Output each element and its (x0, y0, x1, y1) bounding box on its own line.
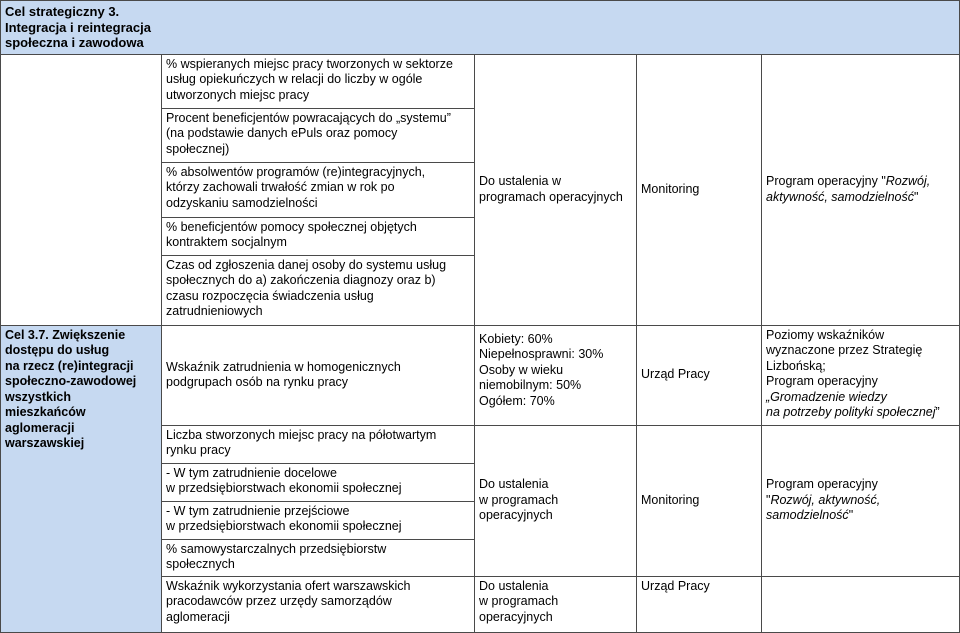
goal-cell-empty (1, 54, 162, 325)
goal-line: wszystkich (5, 389, 72, 404)
program-line: Lizbońską; (766, 358, 826, 373)
target-line: Kobiety: 60% (479, 331, 553, 346)
source-line: Monitoring (641, 492, 700, 507)
indicator-line: (na podstawie danych ePuls oraz pomocy (166, 126, 398, 140)
target-cell (475, 325, 637, 425)
indicator-line: społecznych do a) zakończenia diagnozy oraz b) (166, 273, 436, 287)
target-line: Ogółem: 70% (479, 393, 555, 408)
program-line: samodzielność" (766, 508, 854, 523)
indicator-line: % absolwentów programów (re)integracyjnych, (166, 164, 426, 179)
source-line: Monitoring (641, 181, 700, 196)
indicator-line: % samowystarczalnych przedsiębiorstw (166, 541, 387, 556)
indicator-line: utworzonych miejsc pracy (166, 87, 310, 102)
header-row (1, 1, 960, 55)
program-line: na potrzeby polityki społecznej” (766, 405, 940, 419)
indicator-line: Procent beneficjentów powracających do „systemu” (166, 110, 451, 125)
source-line: Urząd Pracy (641, 367, 710, 382)
goal-line: na rzecz (re)integracji (5, 358, 134, 373)
indicator-line: % wspieranych miejsc pracy tworzonych w sektorze (166, 56, 453, 71)
program-line: „Gromadzenie wiedzy (766, 389, 887, 404)
goal-line: społeczno-zawodowej (5, 374, 137, 388)
target-line: operacyjnych (479, 609, 553, 624)
program-line: "Rozwój, aktywność, (766, 492, 881, 507)
program-line: Program operacyjny "Rozwój, (766, 174, 931, 188)
target-line: w programach (479, 492, 559, 507)
source-line: Urząd Pracy (641, 578, 710, 593)
indicator-cell (162, 425, 475, 463)
source-cell (637, 325, 762, 425)
source-cell (637, 54, 762, 325)
target-cell (475, 576, 637, 632)
goal-line: Cel 3.7. Zwiększenie (5, 327, 126, 342)
target-line: programach operacyjnych (479, 189, 623, 204)
indicator-line: % beneficjentów pomocy społecznej objętych (166, 219, 417, 234)
goal-line: warszawskiej (5, 436, 85, 450)
indicator-cell (162, 463, 475, 501)
strategic-goal-title: Cel strategiczny 3. Integracja i reintegracja społeczna i zawodowa (1, 1, 162, 55)
indicator-line: czasu rozpoczęcia świadczenia usług (166, 288, 374, 303)
indicator-cell (162, 217, 475, 255)
goal-line: mieszkańców (5, 405, 86, 419)
source-cell (637, 576, 762, 632)
indicator-line: - W tym zatrudnienie przejściowe (166, 503, 350, 518)
indicator-line: pracodawców przez urzędy samorządów (166, 594, 392, 608)
indicator-cell (162, 54, 475, 108)
goal-line: aglomeracji (5, 420, 75, 435)
target-line: Do ustalenia w (479, 174, 561, 188)
source-cell (637, 425, 762, 576)
program-line: Program operacyjny (766, 374, 878, 388)
target-cell (475, 54, 637, 325)
indicator-line: podgrupach osób na rynku pracy (166, 375, 349, 389)
target-line: niemobilnym: 50% (479, 378, 582, 392)
indicator-cell (162, 539, 475, 576)
indicator-line: w przedsiębiorstwach ekonomii społecznej (166, 519, 402, 533)
indicator-line: kontraktem socjalnym (166, 235, 287, 249)
indicator-line: społecznej) (166, 141, 230, 156)
indicator-line: społecznych (166, 557, 235, 571)
indicator-line: którzy zachowali trwałość zmian w rok po (166, 180, 395, 194)
goal-cell (1, 325, 162, 632)
target-line: Osoby w wieku (479, 362, 564, 377)
program-line: wyznaczone przez Strategię (766, 343, 923, 357)
indicator-line: w przedsiębiorstwach ekonomii społecznej (166, 481, 402, 495)
indicator-line: Wskaźnik zatrudnienia w homogenicznych (166, 359, 401, 374)
table-row (1, 54, 960, 108)
program-line: aktywność, samodzielność" (766, 189, 919, 204)
program-cell-empty (762, 576, 960, 632)
goal-line: dostępu do usług (5, 343, 110, 357)
program-line: Program operacyjny (766, 477, 878, 492)
target-line: operacyjnych (479, 508, 553, 523)
indicator-cell (162, 162, 475, 217)
program-line: Poziomy wskaźników (766, 327, 885, 342)
program-cell (762, 54, 960, 325)
indicator-cell (162, 325, 475, 425)
program-cell (762, 425, 960, 576)
indicator-line: Wskaźnik wykorzystania ofert warszawskich (166, 578, 411, 593)
target-cell (475, 425, 637, 576)
target-line: w programach (479, 594, 559, 608)
indicator-line: rynku pracy (166, 443, 231, 457)
indicator-cell (162, 501, 475, 539)
indicator-line: Czas od zgłoszenia danej osoby do systemu usług (166, 257, 447, 272)
target-line: Niepełnosprawni: 30% (479, 347, 604, 361)
indicator-cell (162, 576, 475, 632)
target-line: Do ustalenia (479, 578, 549, 593)
indicator-cell (162, 255, 475, 325)
table-row (1, 325, 960, 425)
header-fill (162, 1, 960, 55)
indicator-line: usług opiekuńczych w relacji do liczby w ogóle (166, 72, 423, 86)
indicator-line: zatrudnieniowych (166, 304, 263, 318)
indicator-line: aglomeracji (166, 609, 230, 624)
program-cell (762, 325, 960, 425)
indicator-line: - W tym zatrudnienie docelowe (166, 465, 337, 480)
indicator-line: Liczba stworzonych miejsc pracy na półotwartym (166, 427, 437, 442)
target-line: Do ustalenia (479, 477, 549, 492)
indicator-cell (162, 108, 475, 162)
indicator-line: odzyskaniu samodzielności (166, 195, 318, 210)
